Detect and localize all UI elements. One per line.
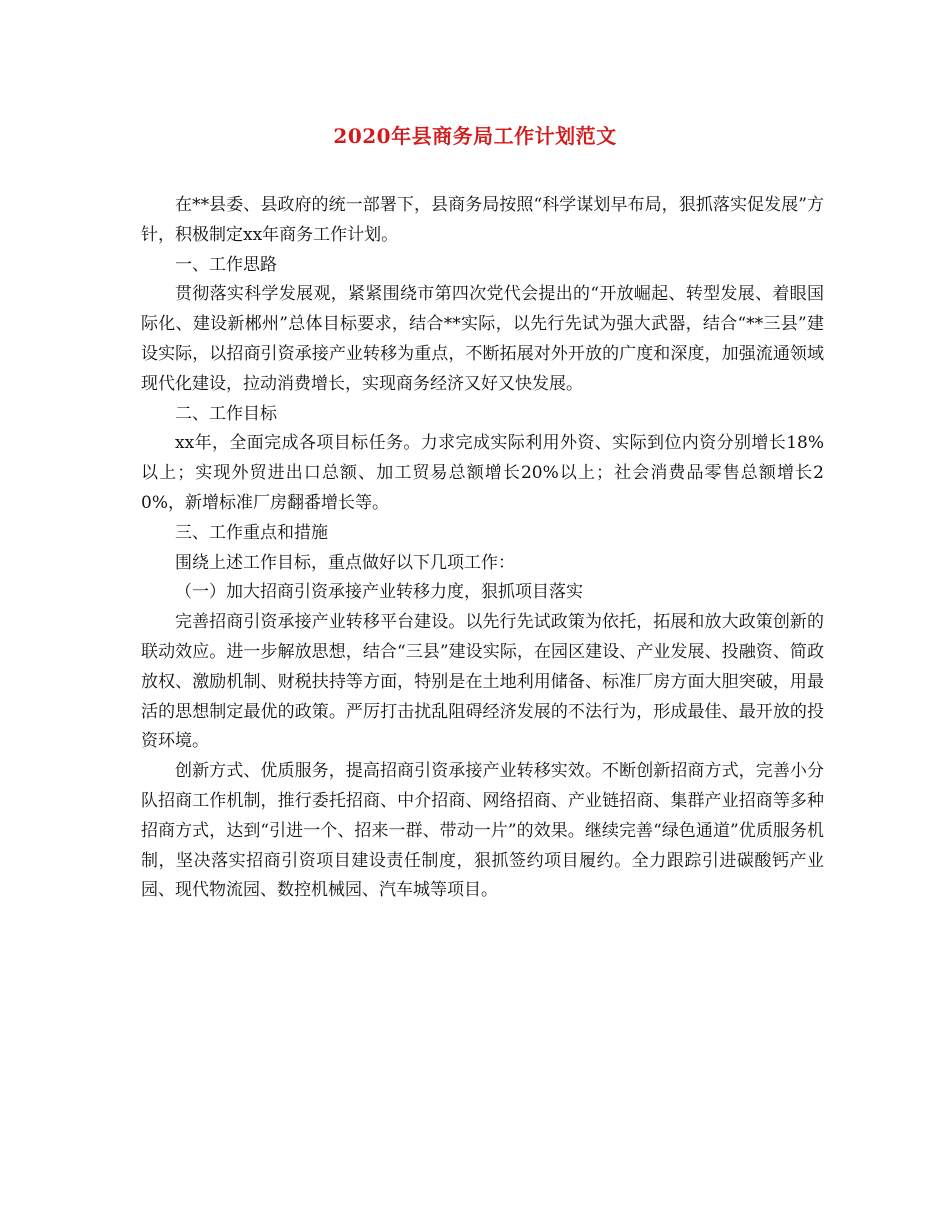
work-goals-paragraph: xx年，全面完成各项目标任务。力求完成实际利用外资、实际到位内资分别增长18%以上；实现外贸进出口总额、加工贸易总额增长20%以上；社会消费品零售总额增长20%，新增标准厂房翻番增长等。 — [141, 433, 824, 513]
work-ideas-paragraph: 贯彻落实科学发展观，紧紧围绕市第四次党代会提出的“开放崛起、转型发展、着眼国际化、建设新郴州”总体目标要求，结合**实际，以先行先试为强大武器，结合“**三县”建设实际，以招商引资承接产业转移为重点，不断拓展对外开放的广度和深度，加强流通领域现代化建设，拉动消费增长，实现商务经济又好又快发展。 — [141, 284, 824, 394]
document-body — [141, 191, 824, 906]
intro-paragraph: 在**县委、县政府的统一部署下，县商务局按照“科学谋划早布局，狠抓落实促发展”方针，积极制定xx年商务工作计划。 — [141, 195, 824, 245]
subsection-heading-investment: （一）加大招商引资承接产业转移力度，狠抓项目落实 — [175, 582, 583, 603]
platform-paragraph: 完善招商引资承接产业转移平台建设。以先行先试政策为依托，拓展和放大政策创新的联动效应。进一步解放思想，结合“三县”建设实际，在园区建设、产业发展、投融资、简政放权、激励机制、财税扶持等方面，特别是在土地利用储备、标准厂房方面大胆突破，用最活的思想制定最优的政策。严厉打击扰乱阻碍经济发展的不法行为，形成最佳、最开放的投资环境。 — [141, 612, 824, 752]
section-heading-work-goals: 二、工作目标 — [175, 403, 277, 424]
section-heading-work-ideas: 一、工作思路 — [175, 254, 277, 275]
measures-intro-paragraph: 围绕上述工作目标，重点做好以下几项工作： — [175, 552, 515, 573]
document-title: 2020年县商务局工作计划范文 — [333, 124, 617, 148]
section-heading-key-measures: 三、工作重点和措施 — [175, 522, 328, 543]
innovation-paragraph: 创新方式、优质服务，提高招商引资承接产业转移实效。不断创新招商方式，完善小分队招商工作机制，推行委托招商、中介招商、网络招商、产业链招商、集群产业招商等多种招商方式，达到“引进一个、招来一群、带动一片”的效果。继续完善“绿色通道”优质服务机制，坚决落实招商引资项目建设责任制度，狠抓签约项目履约。全力跟踪引进碳酸钙产业园、现代物流园、数控机械园、汽车城等项目。 — [141, 761, 824, 901]
